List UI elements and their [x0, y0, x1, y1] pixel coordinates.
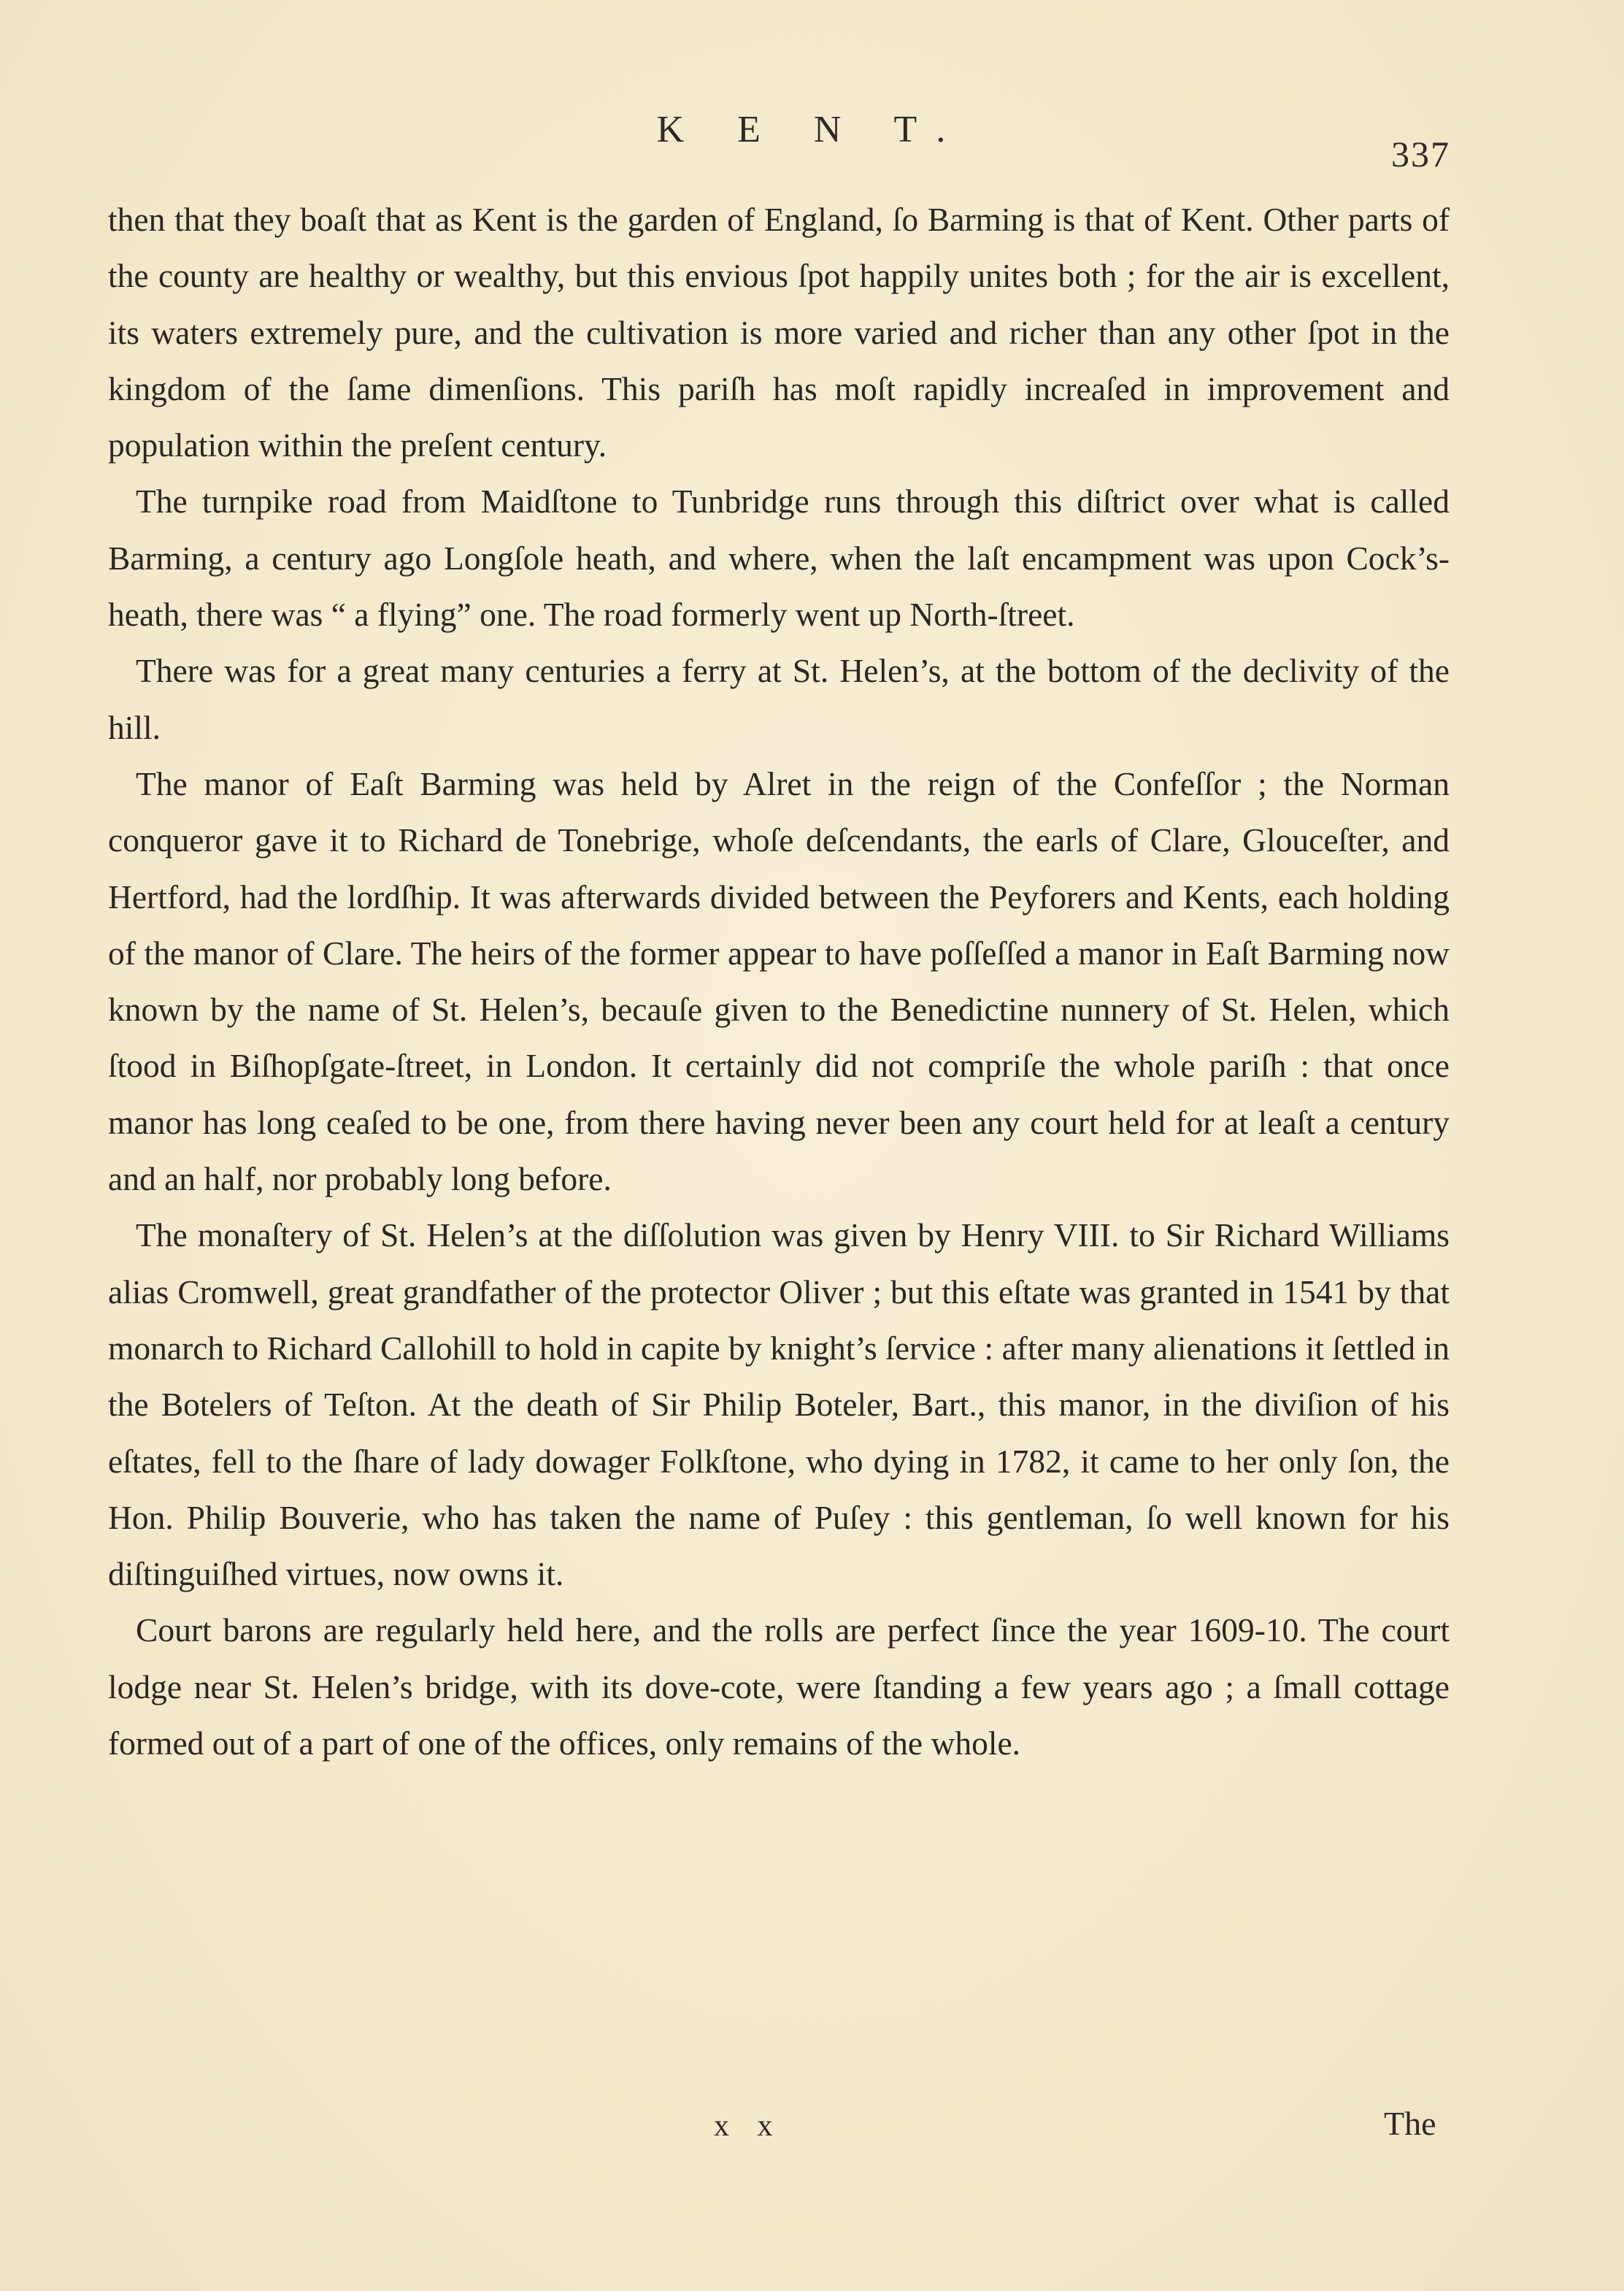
paragraph-turnpike-road: The turnpike road from Maidſtone to Tunbridge runs through this diſtrict over what is called Barming, a century ago Longſole heath, and where, when the laſt encampment was upon Cock’s-heath, there was “ a flying” one. The road formerly went up North-ſtreet.	[108, 483, 1450, 634]
page-body	[108, 191, 1450, 1771]
page-number: 337	[1391, 134, 1450, 174]
signature-mark: x x	[714, 2109, 783, 2143]
running-title: K E N T.	[656, 109, 968, 150]
paragraph-continued: then that they boaſt that as Kent is the garden of England, ſo Barming is that of Kent. Other parts of the county are healthy or wealthy, but this envious ſpot happily unites both ; for the air is excellent, its waters extremely pure, and the cultivation is more varied and richer than any other ſpot in the kingdom of the ſame dimenſions. This pariſh has moſt rapidly increaſed in improvement and population within the preſent century.	[108, 201, 1450, 464]
catchword: The	[1384, 2105, 1436, 2142]
paragraph-ferry: There was for a great many centuries a ferry at St. Helen’s, at the bottom of the declivity of the hill.	[108, 652, 1450, 746]
paragraph-court-barons: Court barons are regularly held here, and the rolls are perfect ſince the year 1609-10. The court lodge near St. Helen’s bridge, with its dove-cote, were ſtanding a few years ago ; a ſmall cottage formed out of a part of one of the offices, only remains of the whole.	[108, 1611, 1450, 1762]
paragraph-monastery: The monaſtery of St. Helen’s at the diſſolution was given by Henry VIII. to Sir Richard Williams alias Cromwell, great grandfather of the protector Oliver ; but this eſtate was granted in 1541 by that monarch to Richard Callohill to hold in capite by knight’s ſervice : after many alienations it ſettled in the Botelers of Teſton. At the death of Sir Philip Boteler, Bart., this manor, in the diviſion of his eſtates, fell to the ſhare of lady dowager Folkſtone, who dying in 1782, it came to her only ſon, the Hon. Philip Bouverie, who has taken the name of Puſey : this gentleman, ſo well known for his diſtinguiſhed virtues, now owns it.	[108, 1216, 1450, 1593]
paragraph-manor-east-barming: The manor of Eaſt Barming was held by Alret in the reign of the Confeſſor ; the Norman conqueror gave it to Richard de Tonebrige, whoſe deſcendants, the earls of Clare, Glouceſter, and Hertford, had the lordſhip. It was afterwards divided between the Peyforers and Kents, each holding of the manor of Clare. The heirs of the former appear to have poſſeſſed a manor in Eaſt Barming now known by the name of St. Helen’s, becauſe given to the Benedictine nunnery of St. Helen, which ſtood in Biſhopſgate-ſtreet, in London. It certainly did not compriſe the whole pariſh : that once manor has long ceaſed to be one, from there having never been any court held for at leaſt a century and an half, nor probably long before.	[108, 764, 1450, 1198]
